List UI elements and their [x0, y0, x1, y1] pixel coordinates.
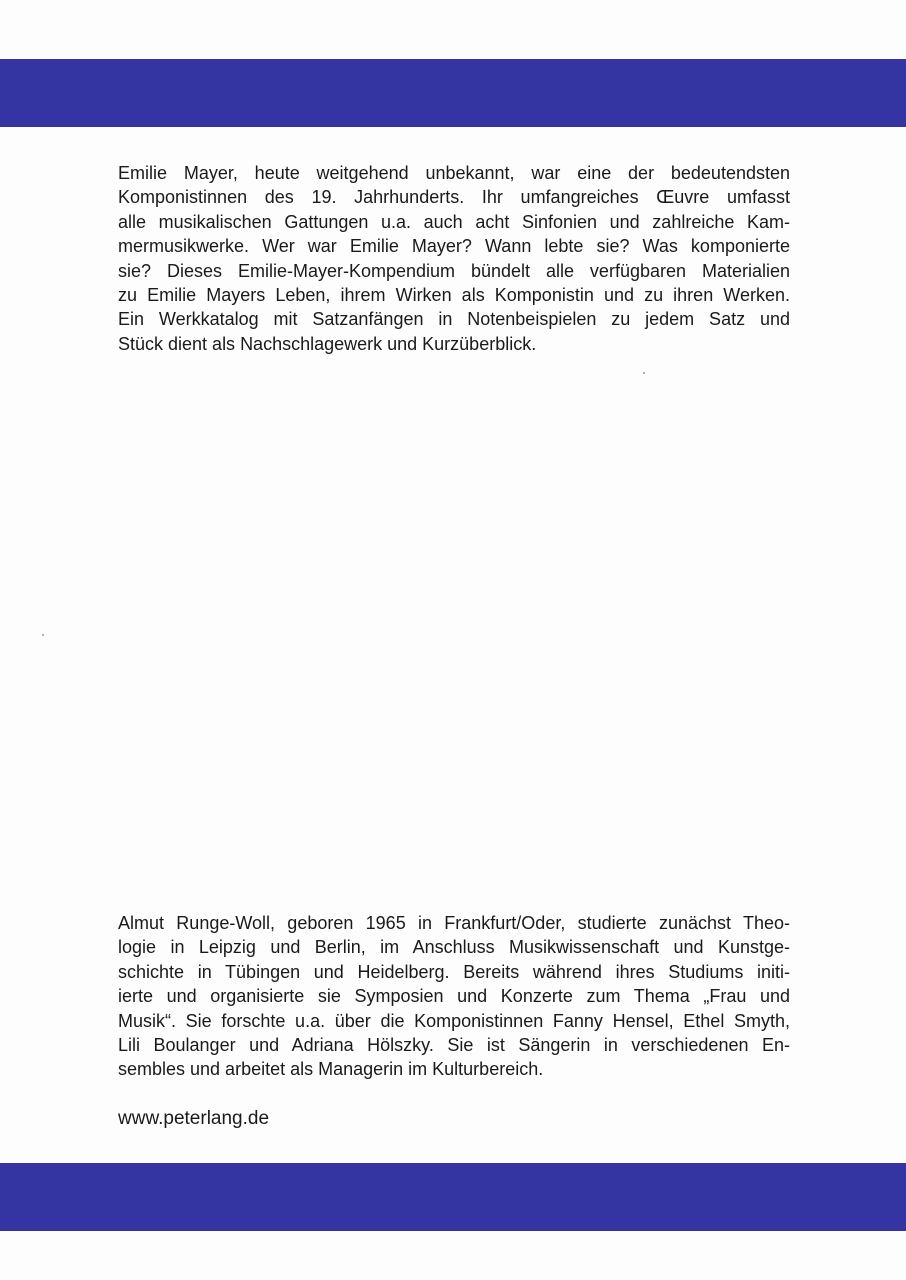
scan-speck [42, 634, 44, 636]
top-color-band [0, 59, 906, 127]
scan-speck [643, 372, 645, 374]
blurb-line: Emilie Mayer, heute weitgehend unbekannt, war eine der bedeutendsten [118, 163, 790, 183]
blurb-line: Ein Werkkatalog mit Satzanfängen in Notenbeispielen zu jedem Satz und [118, 309, 790, 330]
bio-line: Almut Runge-Woll, geboren 1965 in Frankfurt/Oder, studierte zunächst Theo- [118, 913, 790, 933]
bio-line: Musik“. Sie forschte u.a. über die Komponistinnen Fanny Hensel, Ethel Smyth, [118, 1010, 790, 1031]
book-blurb [118, 161, 790, 356]
publisher-url: www.peterlang.de [118, 1108, 270, 1129]
bio-line: schichte in Tübingen und Heidelberg. Bereits während ihres Studiums initi- [118, 961, 790, 982]
bio-line: sembles und arbeitet als Managerin im Kulturbereich. [118, 1059, 544, 1080]
bio-line: ierte und organisierte sie Symposien und Konzerte zum Thema „Frau und [118, 986, 790, 1007]
bottom-color-band [0, 1163, 906, 1231]
blurb-line: sie? Dieses Emilie-Mayer-Kompendium bündelt alle verfügbaren Materialien [118, 260, 790, 281]
bio-line: Lili Boulanger und Adriana Hölszky. Sie ist Sängerin in verschiedenen En- [118, 1035, 790, 1056]
bio-line: logie in Leipzig und Berlin, im Anschluss Musikwissenschaft und Kunstge- [118, 937, 790, 958]
author-bio [118, 911, 790, 1082]
blurb-line: Komponistinnen des 19. Jahrhunderts. Ihr umfangreiches Œuvre umfasst [118, 187, 790, 208]
blurb-line: zu Emilie Mayers Leben, ihrem Wirken als Komponistin und zu ihren Werken. [118, 285, 790, 306]
blurb-line: Stück dient als Nachschlagewerk und Kurzüberblick. [118, 333, 537, 354]
blurb-line: mermusikwerke. Wer war Emilie Mayer? Wann lebte sie? Was komponierte [118, 236, 790, 257]
blurb-line: alle musikalischen Gattungen u.a. auch acht Sinfonien und zahlreiche Kam- [118, 211, 790, 232]
